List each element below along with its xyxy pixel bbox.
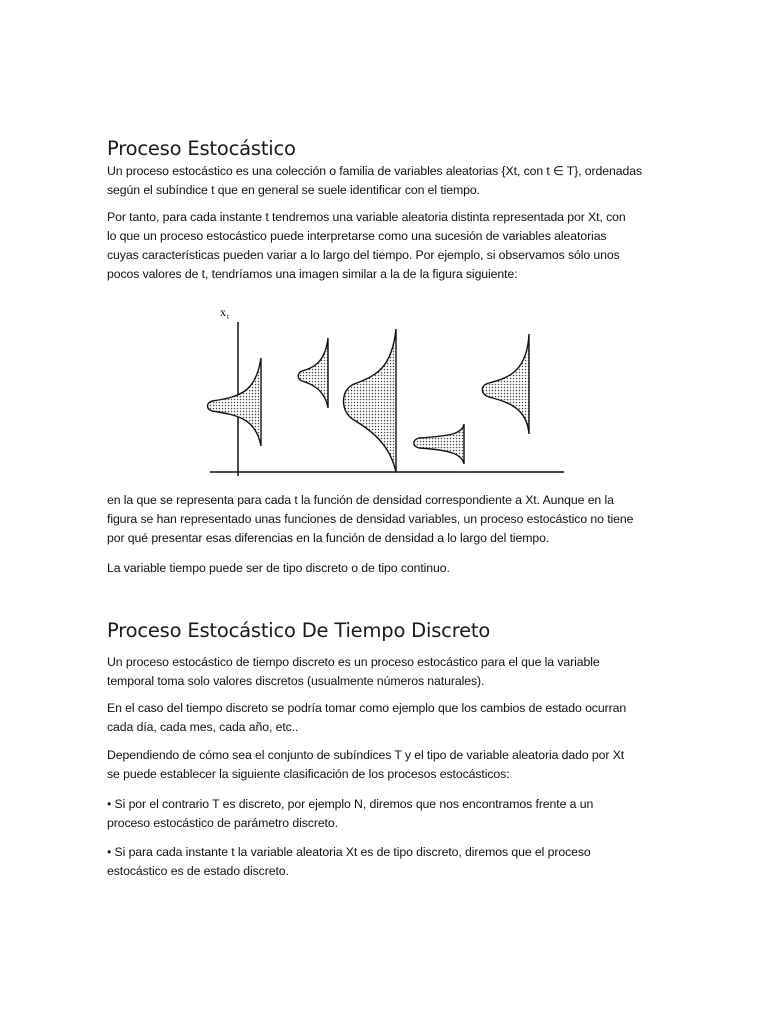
density-figure-svg [200, 296, 572, 478]
text-line: proceso estocástico de parámetro discreto. [107, 816, 338, 830]
paragraph-discrete-definition [107, 653, 667, 691]
text-line: temporal toma solo valores discretos (usualmente números naturales). [107, 674, 485, 688]
text-line: en la que se representa para cada t la función de densidad correspondiente a Xt. Aunque en la [107, 493, 614, 507]
text-line: cada día, cada mes, cada año, etc.. [107, 720, 299, 734]
text-line: por qué presentar esas diferencias en la función de densidad a lo largo del tiempo. [107, 531, 550, 545]
text-line: • Si por el contrario T es discreto, por ejemplo N, diremos que nos encontramos frente a un [107, 797, 594, 811]
axis-label-subscript: t [227, 313, 229, 321]
paragraph-interpretation [107, 208, 667, 284]
text-line: pocos valores de t, tendríamos una imagen similar a la de la figura siguiente: [107, 267, 518, 281]
text-line: Dependiendo de cómo sea el conjunto de subíndices T y el tipo de variable aleatoria dado por Xt [107, 748, 625, 762]
text-line: Un proceso estocástico es una colección o familia de variables aleatorias {Xt, con t ∈ T}, ordenadas [107, 164, 643, 178]
section-heading-tiempo-discreto: Proceso Estocástico De Tiempo Discreto [107, 619, 491, 642]
text-line: La variable tiempo puede ser de tipo discreto o de tipo continuo. [107, 561, 450, 575]
text-line: figura se han representado unas funciones de densidad variables, un proceso estocástico no tiene [107, 512, 634, 526]
text-line: cuyas características pueden variar a lo largo del tiempo. Por ejemplo, si observamos sólo unos [107, 248, 620, 262]
density-functions-figure [200, 296, 572, 478]
text-line: lo que un proceso estocástico puede interpretarse como una sucesión de variables aleatorias [107, 229, 607, 243]
paragraph-classification [107, 746, 667, 784]
paragraph-figure-explanation [107, 491, 667, 548]
text-line: • Si para cada instante t la variable aleatoria Xt es de tipo discreto, diremos que el proceso [107, 845, 591, 859]
bullet-discrete-parameter [107, 795, 667, 833]
text-line: estocástico es de estado discreto. [107, 864, 289, 878]
text-line: Por tanto, para cada instante t tendremos una variable aleatoria distinta representada por Xt, con [107, 210, 626, 224]
text-line: Un proceso estocástico de tiempo discreto es un proceso estocástico para el que la variable [107, 655, 600, 669]
text-line: según el subíndice t que en general se suele identificar con el tiempo. [107, 183, 480, 197]
section-heading-proceso-estocastico: Proceso Estocástico [107, 137, 296, 160]
axis-label-x: x [220, 305, 226, 319]
text-line: se puede establecer la siguiente clasificación de los procesos estocásticos: [107, 767, 510, 781]
paragraph-definition [107, 162, 667, 200]
paragraph-discrete-example [107, 699, 667, 737]
bullet-discrete-state [107, 843, 667, 881]
paragraph-time-variable [107, 559, 667, 578]
text-line: En el caso del tiempo discreto se podría tomar como ejemplo que los cambios de estado ocurran [107, 701, 627, 715]
